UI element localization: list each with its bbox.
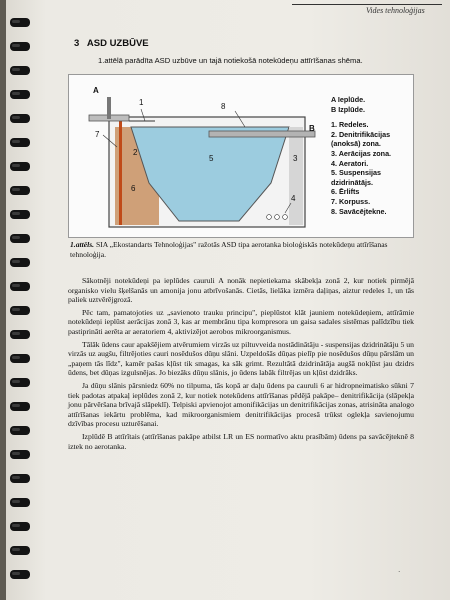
label-outlet: B [309, 124, 315, 133]
legend-item: 4. Aeratori. [331, 158, 369, 168]
legend-item: B Izplūde. [331, 104, 365, 114]
label-6: 6 [131, 184, 136, 193]
binding-ring [10, 402, 30, 411]
header-rule [292, 4, 442, 5]
section-title: ASD UZBŪVE [86, 38, 149, 49]
binding-ring [10, 234, 30, 243]
label-3: 3 [293, 154, 298, 163]
document-page [6, 0, 450, 600]
aeration-zone [289, 127, 303, 225]
binding-ring [10, 330, 30, 339]
figure-caption [70, 240, 416, 260]
paragraph: Izplūdē B attīrītais (attīrīšanas pakāpe atbilst LR un ES normatīvo aktu prasībām) ūdens pa savācējteknē 8 iztek no aerotanka. [68, 431, 414, 451]
label-8: 8 [221, 102, 226, 111]
binding-ring [10, 354, 30, 363]
body-text [68, 276, 414, 454]
paragraph: Pēc tam, pamatojoties uz „savienoto trauku principu", pieplūstot klāt jauniem notekūdeņiem, attīrāmie notekūdeņi ieplūst aerācijas zonā 3, kas ar membrānu tipa kompresora un gaisa sadales sistēmas palīdzību tiek pastiprināti aerēta ar aeratoriem 4, aktivizējot aerobos mikroorganismus. [68, 307, 414, 336]
binding-ring [10, 90, 30, 99]
binding-ring [10, 450, 30, 459]
aerator-bubble [275, 215, 280, 220]
inlet-riser [107, 97, 111, 119]
legend-item: 6. Ērlifts [331, 187, 360, 197]
diagram-legend [331, 95, 413, 216]
legend-item: 2. Denitrifikācijas (anoksā) zona. [331, 129, 391, 149]
paragraph: Ja dūņu slānis pārsniedz 60% no tilpuma, tās kopā ar daļu ūdens pa cauruli 6 ar hidropneimatisko sūkni 7 tiek padotas atpakaļ ieplūdes zonā 2, kur notiek notekūdens attīrīšanas pēdējā pakāpe– denitrifikācija (slāpekļa jonu pārvēršana brīvajā slāpeklī). Telpiski apvienojot amonifikācijas un denitrifikācijas zonas, atrisināta analogo attīrīšanas iekārtu problēma, kad mikroorganismiem denitrifikācijas procesā trūkst oglekļa savienojumu dzīvības procesu uzturēšanai. [68, 380, 414, 429]
legend-item: 7. Korpuss. [331, 196, 371, 206]
label-1: 1 [139, 98, 144, 107]
airlift-pipe [119, 119, 122, 225]
label-5: 5 [209, 154, 214, 163]
outlet-pipe [209, 131, 315, 137]
binding-ring [10, 42, 30, 51]
label-inlet: A [93, 86, 99, 95]
binding-ring [10, 66, 30, 75]
binding-ring [10, 162, 30, 171]
intro-line: 1.attēlā parādīta ASD uzbūve un tajā notiekošā notekūdeņu attīrīšanas shēma. [98, 56, 363, 65]
page-mark: · [398, 568, 401, 576]
paragraph: Sākotnēji notekūdeņi pa ieplūdes cauruli A nonāk nepietiekama skābekļa zonā 2, kur notiek pirmējā organisko vielu šķelšanās un amonija jonu atbrīvošanās. Cietās, lielāka izmēra daļiņas, aiztur redeles 1, un tās paliek uztvērējgrozā. [68, 276, 414, 305]
binding-ring [10, 474, 30, 483]
paragraph: Tālāk ūdens caur apakšējiem atvērumiem virzās uz piltuvveida nostādinātāju - suspensijas dzidrinātāju 5 un virzās uz augšu, filtrējoties cauri nosēdušos dūņu slāni. Uzpeldošās dūņas pielīp pie nosēdušos dūņu pārslām un „paņem tās līdz", kamēr pašas kļūst tik smagas, ka sāk grimt. Rezultātā dzidrinātāja augšā nokļūst jau dzidrs ūdens, bet dūņas izgulsnējas. Jo biezāks dūņu slānis, jo ūdens labāk filtrējas un kļūst dzidrāks. [68, 339, 414, 378]
binding-ring [10, 426, 30, 435]
asd-diagram [68, 74, 414, 238]
binding-ring [10, 282, 30, 291]
label-7: 7 [95, 130, 100, 139]
label-2: 2 [133, 148, 138, 157]
legend-item: A Ieplūde. [331, 95, 366, 104]
binding-ring [10, 378, 30, 387]
legend-item: 5. Suspensijas dzidrinātājs. [331, 168, 381, 187]
aerator-bubble [283, 215, 288, 220]
binding-ring [10, 306, 30, 315]
binding-ring [10, 210, 30, 219]
aerator-bubble [267, 215, 272, 220]
running-title: Vides tehnoloģijas [366, 6, 425, 15]
legend-item: 8. Savācējtekne. [331, 206, 387, 216]
legend-item: 3. Aerācijas zona. [331, 148, 392, 158]
label-4: 4 [291, 194, 296, 203]
section-heading [74, 38, 149, 49]
binding-ring [10, 522, 30, 531]
binding-ring [10, 18, 30, 27]
binding-ring [10, 138, 30, 147]
section-number: 3 [74, 38, 80, 49]
binding-ring [10, 498, 30, 507]
spiral-binding [6, 0, 40, 600]
binding-ring [10, 546, 30, 555]
binding-ring [10, 570, 30, 579]
caption-label: 1.attēls. [70, 240, 95, 249]
binding-ring [10, 114, 30, 123]
binding-ring [10, 186, 30, 195]
caption-text: SIA „Ekostandarts Tehnoloģijas" ražotās ASD tipa aerotanka bioloģiskās notekūdeņu attīrīšanas tehnoloģija. [70, 240, 388, 259]
binding-ring [10, 258, 30, 267]
legend-item: 1. Redeles. [331, 120, 369, 130]
